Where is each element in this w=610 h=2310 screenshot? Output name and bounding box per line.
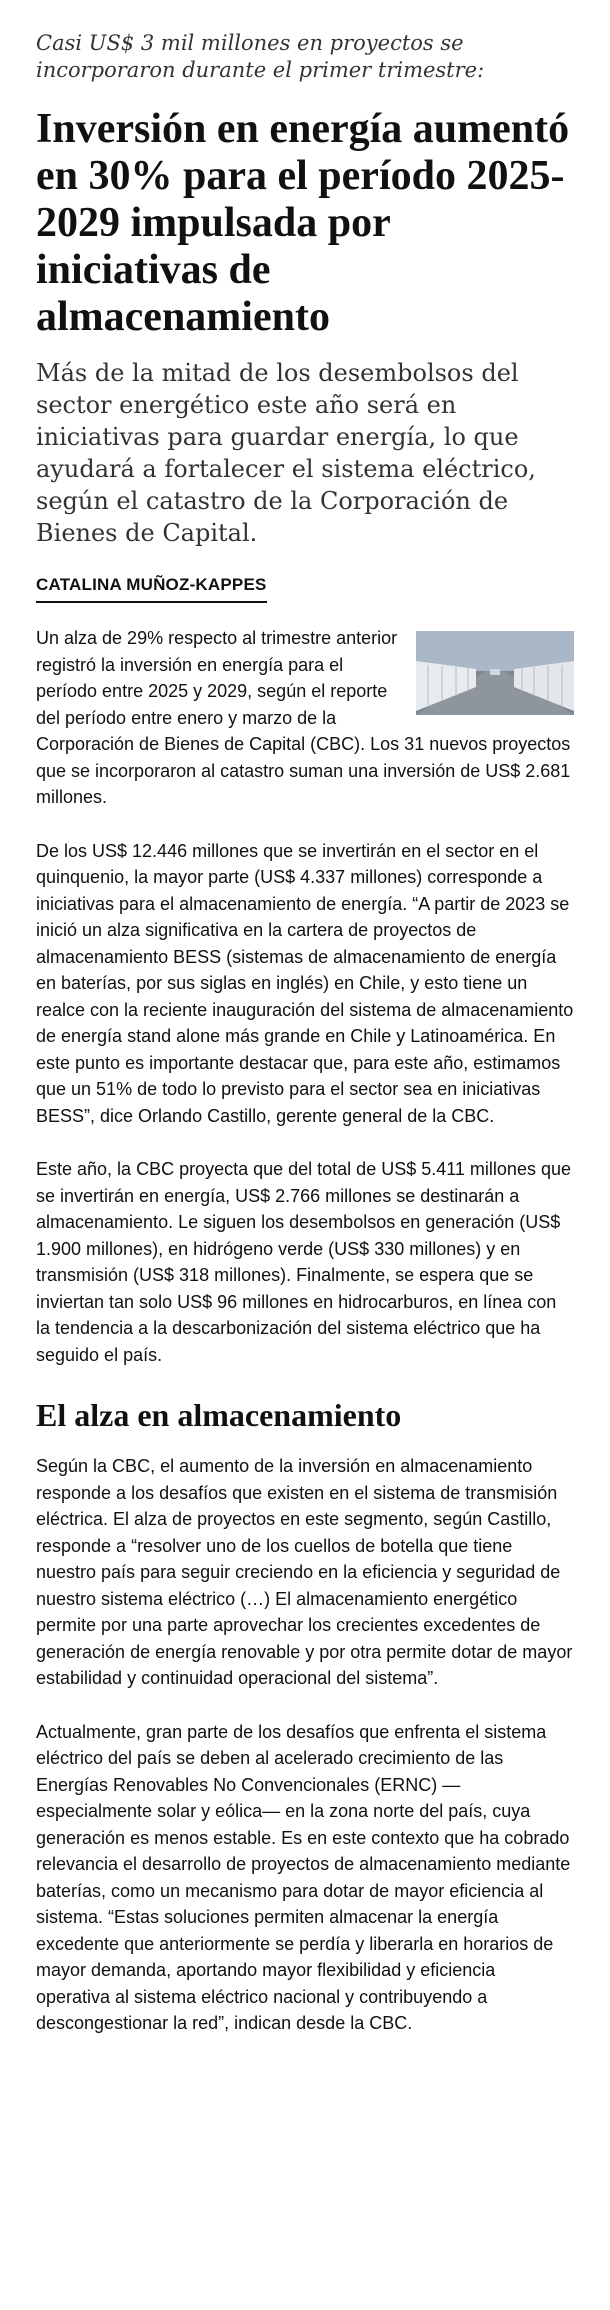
- paragraph: De los US$ 12.446 millones que se invertirán en el sector en el quinquenio, la mayor parte (US$ 4.337 millones) corresponde a iniciativas para el almacenamiento de energía. “A partir de 2023 se inició un alza significativa en la cartera de proyectos de almacenamiento BESS (sistemas de almacenamiento de energía en baterías, por sus siglas en inglés) en Chile, y esto tiene un realce con la reciente inauguración del sistema de almacenamiento de energía stand alone más grande en Chile y Latinoamérica. En este punto es importante destacar que, para este año, estimamos que un 51% de todo lo previsto para el sector sea en iniciativas BESS”, dice Orlando Castillo, gerente general de la CBC.: [36, 840, 574, 1126]
- paragraph: Un alza de 29% respecto al trimestre anterior registró la inversión en energía para el período entre 2025 y 2029, según el reporte del período entre enero y marzo de la Corporación de Bienes de Capital (CBC). Los 31 nuevos proyectos que se incorporaron al catastro suman una inversión de US$ 2.681 millones.: [36, 628, 571, 807]
- paragraph: Este año, la CBC proyecta que del total de US$ 5.411 millones que se invertirán en energía, US$ 2.766 millones se destinarán a almacenamiento. Le siguen los desembolsos en generación (US$ 1.900 millones), en hidrógeno verde (US$ 330 millones) y en transmisión (US$ 318 millones). Finalmente, se espera que se inviertan tan solo US$ 96 millones en hidrocarburos, en línea con la tendencia a la descarbonización del sistema eléctrico que ha seguido el país.: [36, 1159, 571, 1365]
- battery-storage-photo[interactable]: [416, 631, 574, 715]
- paragraph: Actualmente, gran parte de los desafíos que enfrenta el sistema eléctrico del país se deben al acelerado crecimiento de las Energías Renovables No Convencionales (ERNC) —especialmente solar y eólica— en la zona norte del país, cuya generación es menos estable. Es en este contexto que ha cobrado relevancia el desarrollo de proyectos de almacenamiento mediante baterías, como un mecanismo para dotar de mayor eficiencia al sistema. “Estas soluciones permiten almacenar la energía excedente que anteriormente se perdía y liberarla en horarios de mayor demanda, aportando mayor flexibilidad y eficiencia operativa al sistema eléctrico nacional y contribuyendo a descongestionar la red”, indican desde la CBC.: [36, 1721, 571, 2033]
- paragraph: Según la CBC, el aumento de la inversión en almacenamiento responde a los desafíos que existen en el sistema de transmisión eléctrica. El alza de proyectos en este segmento, según Castillo, responde a “resolver uno de los cuellos de botella que tiene nuestro país para seguir creciendo en la eficiencia y seguridad de nuestro sistema eléctrico (…) El almacenamiento energético permite por una parte aprovechar los crecientes excedentes de generación de energía renovable y por otra permite dotar de mayor estabilidad y continuidad operacional del sistema”.: [36, 1456, 573, 1688]
- section-heading: El alza en almacenamiento: [36, 1397, 402, 1433]
- kicker: Casi US$ 3 mil millones en proyectos se incorporaron durante el primer trimestre:: [36, 31, 485, 82]
- headline: Inversión en energía aumentó en 30% para el período 2025-2029 impulsada por iniciativas de almacenamiento: [36, 106, 570, 340]
- article-body: [36, 625, 574, 2037]
- deck: Más de la mitad de los desembolsos del sector energético este año será en iniciativas para guardar energía, lo que ayudará a fortalecer el sistema eléctrico, según el catastro de la Corporación de Bienes de Capital.: [36, 359, 536, 547]
- author-byline[interactable]: CATALINA MUÑOZ-KAPPES: [36, 575, 267, 603]
